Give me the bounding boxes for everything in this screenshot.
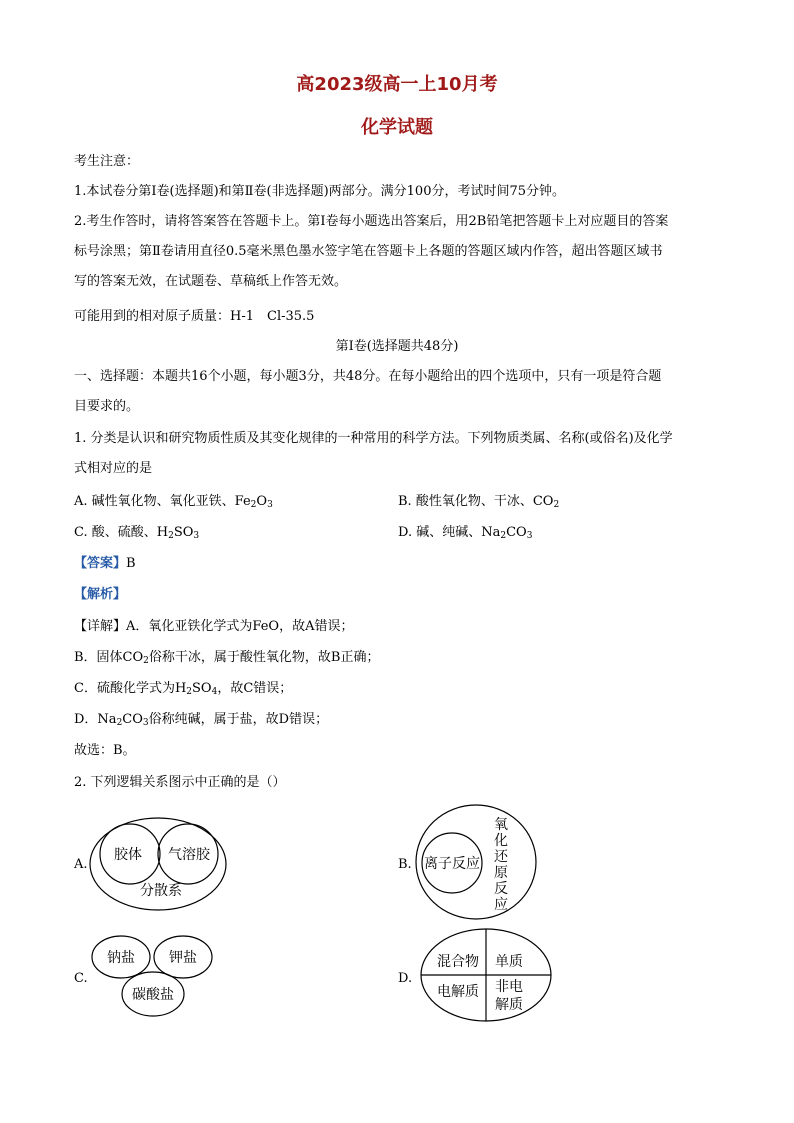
aerosol-label: 气溶胶 [168,847,210,863]
exam-title: 高2023级高一上10月考 [296,74,498,95]
element-label: 单质 [495,954,523,970]
q1-option-d: D. 碱、纯碱、Na2CO3 [398,525,533,541]
q1-detail-b: B．固体CO2俗称干冰，属于酸性氧化物，故B正确； [74,650,380,666]
ionic-reaction-label: 离子反应 [424,856,480,872]
q1-detail-a: 【详解】A．氧化亚铁化学式为FeO，故A错误； [74,619,354,634]
diagram-c [90,933,218,1019]
q2-label-a: A. [74,857,88,872]
section-intro-line-2: 目要求的。 [74,399,140,414]
q1-option-c: C. 酸、硫酸、H2SO3 [74,525,200,541]
q1-stem-line-2: 式相对应的是 [74,461,153,476]
q2-label-d: D. [398,971,413,986]
redox-char-1: 氧 [494,817,508,833]
q1-analysis-tag: 【解析】 [74,587,127,602]
redox-char-3: 还 [494,849,508,865]
diagram-d [419,927,553,1023]
redox-char-4: 原 [494,865,508,881]
carbonate-label: 碳酸盐 [132,987,174,1003]
q2-stem: 2. 下列逻辑关系图示中正确的是（） [74,775,286,790]
mixture-label: 混合物 [437,954,479,970]
q1-detail-c: C．硫酸化学式为H2SO4，故C错误； [74,681,293,697]
diagram-a [88,816,228,912]
dispersion-system-label: 分散系 [140,883,182,899]
note-item-2-line-3: 写的答案无效，在试题卷、草稿纸上作答无效。 [74,274,348,289]
potassium-salt-label: 钾盐 [169,950,197,966]
sodium-salt-label: 钠盐 [107,950,135,966]
section-intro-line-1: 一、选择题：本题共16个小题，每小题3分，共48分。在每小题给出的四个选项中，只有一项是符合题 [74,369,662,384]
q1-stem-line-1: 1. 分类是认识和研究物质性质及其变化规律的一种常用的科学方法。下列物质类属、名称(或俗名)及化学 [74,431,673,446]
q1-conclusion: 故选：B。 [74,743,136,758]
q1-answer: 【答案】B [74,556,136,571]
non-electrolyte-label-1: 非电 [495,979,523,995]
diagram-b [414,803,538,921]
q1-option-a: A. 碱性氧化物、氧化亚铁、Fe2O3 [74,494,273,510]
non-electrolyte-label-2: 解质 [495,997,523,1013]
q1-option-b: B. 酸性氧化物、干冰、CO2 [398,494,560,510]
note-item-2-line-1: 2.考生作答时，请将答案答在答题卡上。第Ⅰ卷每小题选出答案后，用2B铅笔把答题卡上对应题目的答案 [74,214,669,229]
atomic-mass-note: 可能用到的相对原子质量：H-1 Cl-35.5 [74,309,315,324]
q2-label-c: C. [74,971,88,986]
note-item-2-line-2: 标号涂黑；第Ⅱ卷请用直径0.5毫米黑色墨水签字笔在答题卡上各题的答题区域内作答，超出答题区域书 [74,244,663,259]
q2-label-b: B. [398,857,412,872]
subject-title: 化学试题 [361,117,433,138]
notes-heading: 考生注意： [74,154,140,169]
q1-detail-d: D．Na2CO3俗称纯碱，属于盐，故D错误； [74,712,329,728]
redox-char-5: 反 [494,881,508,897]
colloid-label: 胶体 [114,847,142,863]
section-heading: 第Ⅰ卷(选择题共48分) [335,339,459,354]
electrolyte-label: 电解质 [437,984,479,1000]
redox-char-6: 应 [494,897,508,913]
note-item-1: 1.本试卷分第Ⅰ卷(选择题)和第Ⅱ卷(非选择题)两部分。满分100分，考试时间75分钟。 [74,184,566,199]
redox-char-2: 化 [494,833,508,849]
